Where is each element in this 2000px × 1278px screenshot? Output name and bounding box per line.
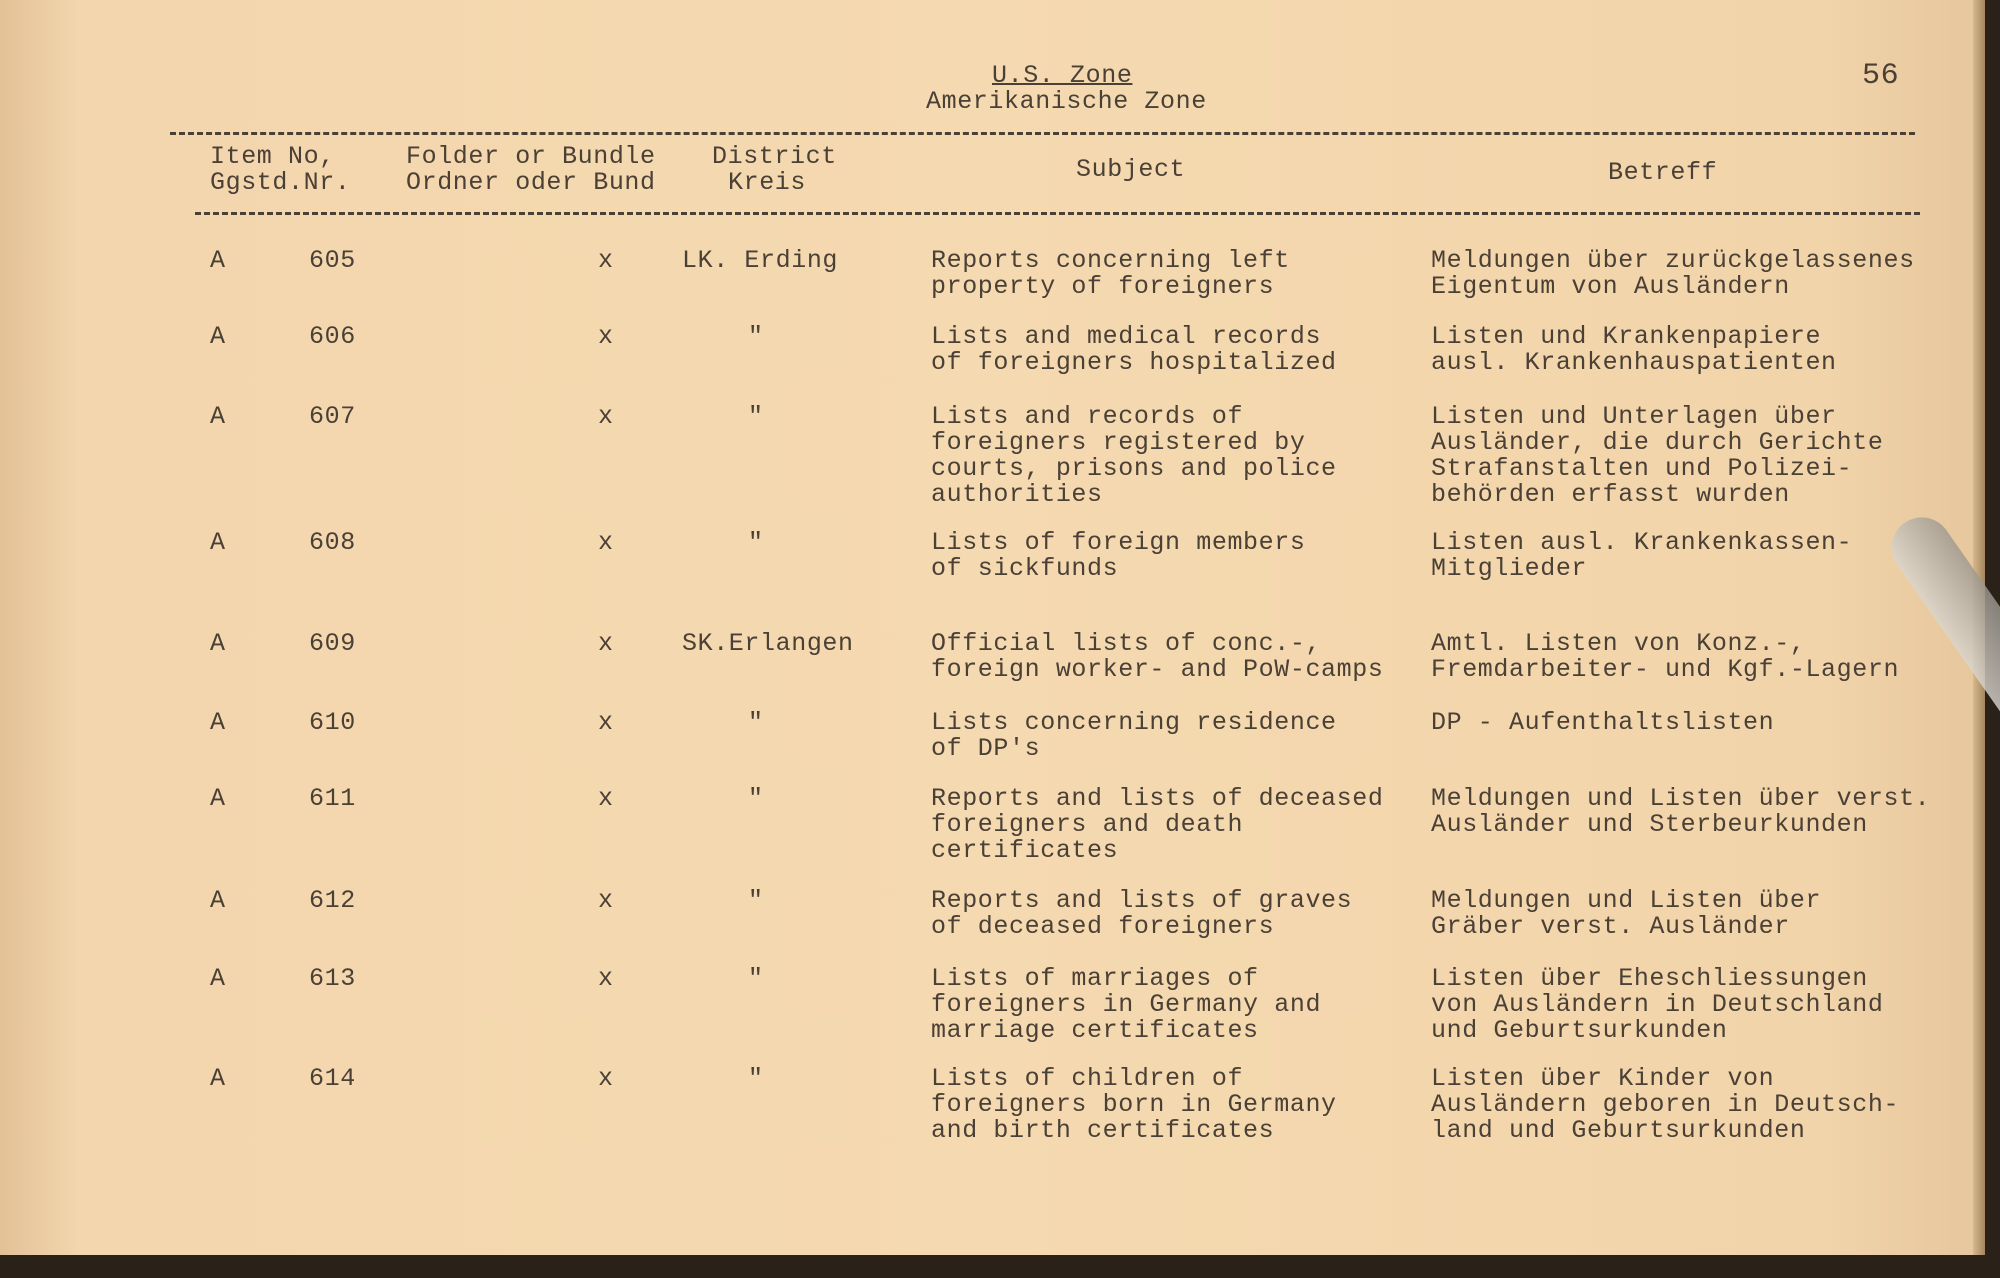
page-number: 56 — [1862, 59, 1900, 93]
col-header-item-en: Item No, — [210, 142, 335, 171]
cell-betreff: DP - Aufenthaltslisten — [1431, 708, 1775, 737]
cell-nr: 608 — [309, 528, 356, 557]
cell-betreff: Meldungen und Listen über verst. Ausländer und Sterbeurkunden — [1431, 784, 1931, 839]
cell-betreff: Meldungen über zurückgelassenes Eigentum von Ausländern — [1431, 246, 1915, 301]
cell-district: " — [748, 1064, 764, 1093]
cell-district: SK.Erlangen — [682, 629, 854, 658]
cell-letter: A — [210, 402, 226, 431]
cell-nr: 612 — [309, 886, 356, 915]
cell-nr: 614 — [309, 1064, 356, 1093]
cell-betreff: Listen und Unterlagen über Ausländer, die durch Gerichte Strafanstalten und Polizei- behörden erfasst wurden — [1431, 402, 1884, 509]
cell-letter: A — [210, 784, 226, 813]
cell-mark: x — [598, 402, 614, 431]
cell-subject: Lists of marriages of foreigners in Germany and marriage certificates — [931, 964, 1322, 1045]
col-header-district-en: District — [712, 142, 837, 171]
cell-letter: A — [210, 708, 226, 737]
cell-betreff: Listen über Eheschliessungen von Ausländern in Deutschland und Geburtsurkunden — [1431, 964, 1884, 1045]
cell-letter: A — [210, 1064, 226, 1093]
col-header-district-de: Kreis — [728, 168, 807, 197]
page-subtitle: Amerikanische Zone — [926, 87, 1207, 116]
cell-nr: 606 — [309, 322, 356, 351]
cell-district: " — [748, 964, 764, 993]
cell-betreff: Meldungen und Listen über Gräber verst. Ausländer — [1431, 886, 1822, 941]
cell-nr: 611 — [309, 784, 356, 813]
divider-top — [170, 132, 1915, 135]
cell-mark: x — [598, 964, 614, 993]
cell-district: " — [748, 528, 764, 557]
col-header-folder-en: Folder or Bundle — [406, 142, 656, 171]
cell-district: " — [748, 322, 764, 351]
cell-subject: Lists and medical records of foreigners hospitalized — [931, 322, 1337, 377]
col-header-item-de: Ggstd.Nr. — [210, 168, 351, 197]
cell-betreff: Amtl. Listen von Konz.-, Fremdarbeiter- und Kgf.-Lagern — [1431, 629, 1900, 684]
cell-subject: Lists concerning residence of DP's — [931, 708, 1337, 763]
cell-district: " — [748, 886, 764, 915]
cell-letter: A — [210, 322, 226, 351]
cell-betreff: Listen und Krankenpapiere ausl. Krankenhauspatienten — [1431, 322, 1837, 377]
cell-subject: Official lists of conc.-, foreign worker- and PoW-camps — [931, 629, 1384, 684]
cell-mark: x — [598, 246, 614, 275]
cell-subject: Reports and lists of graves of deceased foreigners — [931, 886, 1353, 941]
col-header-folder-de: Ordner oder Bund — [406, 168, 656, 197]
cell-district: " — [748, 402, 764, 431]
cell-district: " — [748, 708, 764, 737]
col-header-subject: Subject — [1076, 155, 1186, 184]
cell-mark: x — [598, 784, 614, 813]
cell-letter: A — [210, 964, 226, 993]
cell-nr: 609 — [309, 629, 356, 658]
cell-nr: 610 — [309, 708, 356, 737]
cell-mark: x — [598, 322, 614, 351]
cell-subject: Reports and lists of deceased foreigners and death certificates — [931, 784, 1384, 865]
cell-nr: 605 — [309, 246, 356, 275]
cell-mark: x — [598, 629, 614, 658]
cell-nr: 613 — [309, 964, 356, 993]
cell-betreff: Listen über Kinder von Ausländern geboren in Deutsch- land und Geburtsurkunden — [1431, 1064, 1900, 1145]
cell-subject: Lists of children of foreigners born in Germany and birth certificates — [931, 1064, 1337, 1145]
cell-subject: Reports concerning left property of foreigners — [931, 246, 1290, 301]
cell-district: LK. Erding — [682, 246, 839, 275]
cell-betreff: Listen ausl. Krankenkassen- Mitglieder — [1431, 528, 1853, 583]
cell-letter: A — [210, 886, 226, 915]
cell-district: " — [748, 784, 764, 813]
cell-subject: Lists of foreign members of sickfunds — [931, 528, 1306, 583]
cell-nr: 607 — [309, 402, 356, 431]
cell-letter: A — [210, 629, 226, 658]
cell-letter: A — [210, 528, 226, 557]
col-header-betreff: Betreff — [1608, 158, 1718, 187]
cell-mark: x — [598, 1064, 614, 1093]
divider-header — [195, 212, 1920, 215]
page-title: U.S. Zone — [992, 61, 1133, 90]
cell-mark: x — [598, 886, 614, 915]
cell-letter: A — [210, 246, 226, 275]
cell-subject: Lists and records of foreigners registered by courts, prisons and police authorities — [931, 402, 1337, 509]
cell-mark: x — [598, 708, 614, 737]
cell-mark: x — [598, 528, 614, 557]
